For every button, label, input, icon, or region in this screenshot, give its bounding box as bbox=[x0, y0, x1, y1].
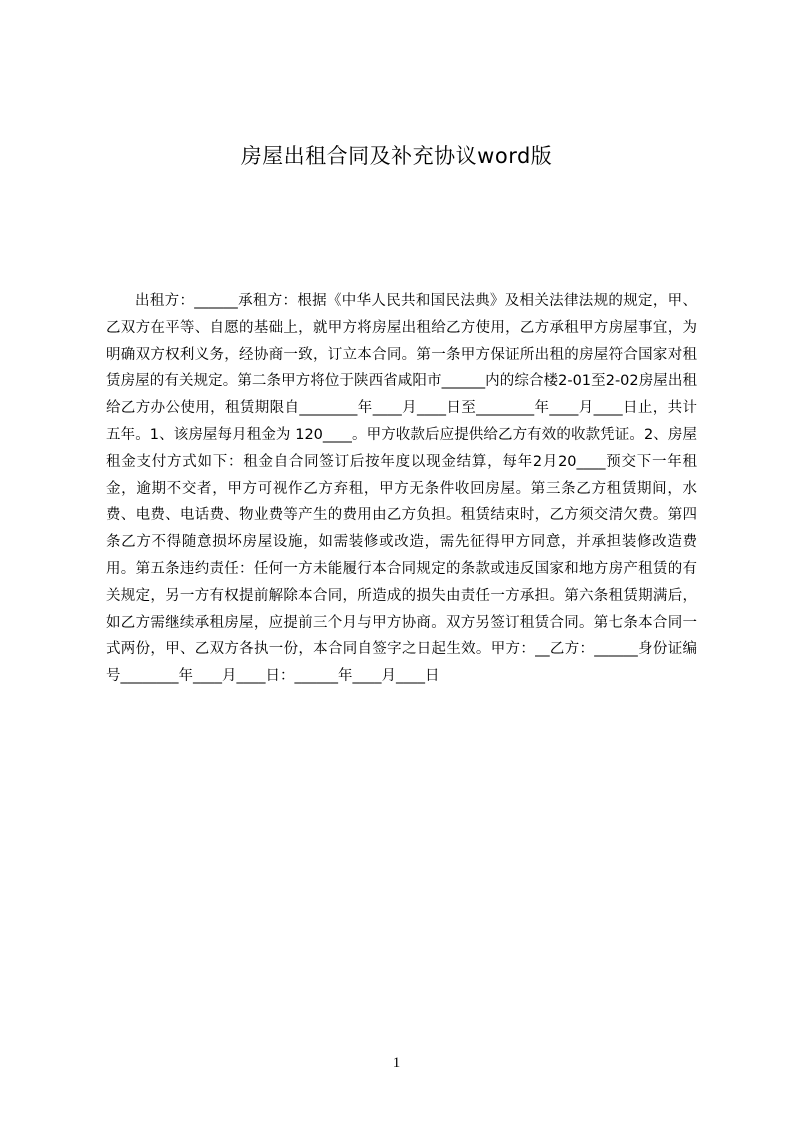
page-number: 1 bbox=[392, 1055, 401, 1071]
document-title: 房屋出租合同及补充协议word版 bbox=[240, 144, 553, 168]
contract-body-paragraph: 出租方：______承租方：根据《中华人民共和国民法典》及相关法律法规的规定，甲、乙双方在平等、自愿的基础上，就甲方将房屋出租给乙方使用，乙方承租甲方房屋事宜，为明确双方权利义务，经协商一致，订立本合同。第一条甲方保证所出租的房屋符合国家对租赁房屋的有关规定。第二条甲方将位于陕西省咸阳市______内的综合楼2-01至2-02房屋出租给乙方办公使用，租赁期限自________年____月____日至________年____月____日止，共计五年。1、该房屋每月租金为 120____。甲方收款后应提供给乙方有效的收款凭证。2、房屋租金支付方式如下：租金自合同签订后按年度以现金结算，每年2月20____预交下一年租金，逾期不交者，甲方可视作乙方弃租，甲方无条件收回房屋。第三条乙方租赁期间，水费、电费、电话费、物业费等产生的费用由乙方负担。租赁结束时，乙方须交清欠费。第四条乙方不得随意损坏房屋设施，如需装修或改造，需先征得甲方同意，并承担装修改造费用。第五条违约责任：任何一方未能履行本合同规定的条款或违反国家和地方房产租赁的有关规定，另一方有权提前解除本合同，所造成的损失由责任一方承担。第六条租赁期满后，如乙方需继续承租房屋，应提前三个月与甲方协商。双方另签订租赁合同。第七条本合同一式两份，甲、乙双方各执一份，本合同自签字之日起生效。甲方：__乙方：______身份证编号________年____月____日：______年____月____日 bbox=[106, 293, 697, 685]
